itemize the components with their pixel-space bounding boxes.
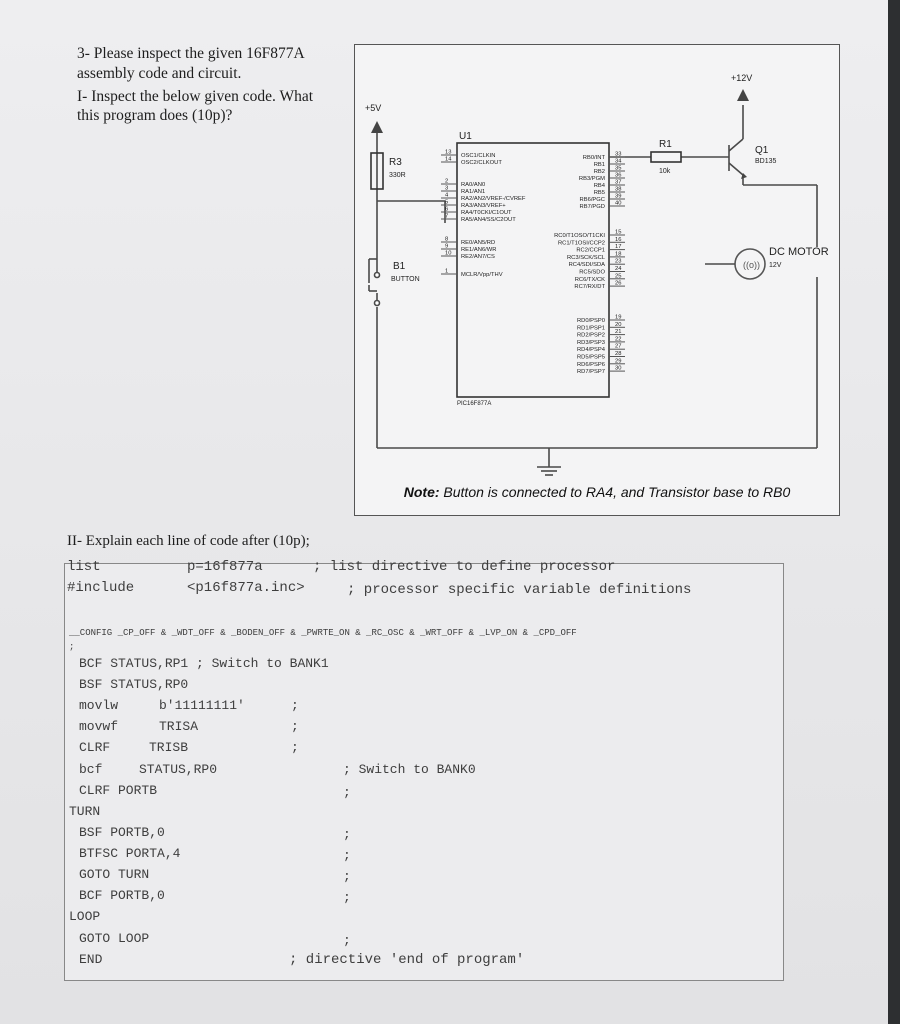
pin-label-portd: RD6/PSP6 xyxy=(576,361,605,368)
pin-label-portd: RD3/PSP3 xyxy=(576,339,605,346)
code-include-comment: ; processor specific variable definitions xyxy=(347,582,692,598)
pin-number-portd: 29 xyxy=(615,358,622,365)
code-line-clrf-trisb-comment: ; xyxy=(291,740,299,755)
pin-label-portc: RC6/TX/CK xyxy=(574,276,605,283)
code-listing xyxy=(64,559,784,981)
r1-name: R1 xyxy=(659,139,672,150)
pin-number-portd: 27 xyxy=(615,343,622,350)
pin-number-portc: 17 xyxy=(615,244,622,251)
pin-number-portb: 39 xyxy=(615,193,622,200)
circuit-diagram xyxy=(354,44,840,516)
pin-label-portc: RC0/T1OSO/T1CKI xyxy=(554,233,605,239)
code-line-bcf-rp1: BCF STATUS,RP1 ; Switch to BANK1 xyxy=(79,656,329,671)
pin-label-portc: RC4/SDI/SDA xyxy=(568,262,605,269)
circuit-note xyxy=(363,484,831,500)
code-line-bsf-portb: BSF PORTB,0 xyxy=(79,825,165,840)
pin-number-left: 8 xyxy=(445,236,449,243)
pin-number-portd: 30 xyxy=(615,365,622,372)
page-edge-shadow xyxy=(888,0,900,1024)
code-line-movwf: movwf xyxy=(79,719,119,734)
circuit-schematic xyxy=(355,45,839,515)
pin-number-left: 3 xyxy=(445,185,449,192)
code-include-arg: <p16f877a.inc> xyxy=(187,580,305,596)
code-line-bsf-portb-comment: ; xyxy=(343,827,351,842)
b1-label: BUTTON xyxy=(391,276,420,283)
note-text: Button is connected to RA4, and Transistor base to RB0 xyxy=(439,484,791,500)
pin-label-portb: RB2 xyxy=(593,169,605,175)
q1-name: Q1 xyxy=(755,145,769,156)
pin-number-left: 10 xyxy=(445,250,452,257)
pin-number-portc: 26 xyxy=(615,280,622,287)
pin-label-portd: RD5/PSP5 xyxy=(576,354,605,361)
code-line-movwf-comment: ; xyxy=(291,719,299,734)
pin-label-left: RA1/AN1 xyxy=(461,189,486,195)
pin-number-portc: 15 xyxy=(615,229,622,236)
motor-symbol-icon: ((o)) xyxy=(743,260,760,270)
code-line-movlw: movlw xyxy=(79,698,119,713)
pin-label-left: RA3/AN3/VREF+ xyxy=(461,203,506,209)
code-config-semicolon: ; xyxy=(69,642,75,652)
code-line-bsf-rp0: BSF STATUS,RP0 xyxy=(79,677,189,692)
pin-number-portb: 36 xyxy=(615,172,622,179)
part1-prompt-line-1: I- Inspect the below given code. What xyxy=(77,88,314,105)
code-line-end: END xyxy=(79,952,103,967)
pin-label-left: RE0/AN5/RD xyxy=(461,240,496,246)
code-line-goto-turn-comment: ; xyxy=(343,869,351,884)
r3-value: 330R xyxy=(389,172,406,179)
pin-number-left: 5 xyxy=(445,199,449,206)
code-line-bcf-rp0: bcf xyxy=(79,762,103,777)
pin-label-portd: RD0/PSP0 xyxy=(576,318,605,324)
pin-label-portc: RC1/T1OSI/CCP2 xyxy=(557,240,605,247)
motor-voltage: 12V xyxy=(769,262,782,269)
code-line-clrf-trisb-arg: TRISB xyxy=(149,740,189,755)
pin-number-portb: 40 xyxy=(615,200,622,207)
pin-label-portb: RB7/PGD xyxy=(579,204,605,210)
pin-label-portd: RD7/PSP7 xyxy=(576,369,605,376)
code-line-goto-turn: GOTO TURN xyxy=(79,867,150,882)
code-line-bcf-portb: BCF PORTB,0 xyxy=(79,888,165,903)
pin-number-portc: 16 xyxy=(615,236,622,243)
pin-label-left: RA0/AN0 xyxy=(461,182,486,188)
pin-label-left: RE2/AN7/CS xyxy=(461,254,495,260)
code-list-arg: p=16f877a xyxy=(187,559,263,575)
pin-label-portd: RD2/PSP2 xyxy=(576,332,605,339)
code-line-bcf-portb-comment: ; xyxy=(343,890,351,905)
pin-label-portb: RB0/INT xyxy=(582,155,605,161)
pin-label-left: MCLR/Vpp/THV xyxy=(461,272,503,278)
pin-label-portc: RC2/CCP1 xyxy=(576,247,605,254)
code-line-clrf-trisb: CLRF xyxy=(79,740,111,755)
pin-label-left: OSC2/CLKOUT xyxy=(461,160,502,166)
pin-number-portd: 20 xyxy=(615,321,622,328)
pin-number-left: 6 xyxy=(445,206,449,213)
pin-number-left: 4 xyxy=(445,192,449,199)
pin-number-portc: 23 xyxy=(615,258,622,265)
r3-name: R3 xyxy=(389,157,402,168)
pin-number-portd: 19 xyxy=(615,314,622,321)
code-line-btfsc: BTFSC PORTA,4 xyxy=(79,846,181,861)
pin-label-left: OSC1/CLKIN xyxy=(461,153,496,159)
pin-number-portd: 21 xyxy=(615,329,622,336)
pin-number-portc: 18 xyxy=(615,251,622,258)
pin-number-portb: 35 xyxy=(615,165,622,172)
r1-value: 10k xyxy=(659,168,671,175)
pin-number-portc: 24 xyxy=(615,266,622,272)
pin-label-left: RA2/AN2/VREF-/CVREF xyxy=(461,196,526,202)
pin-number-left: 7 xyxy=(445,213,449,220)
pin-number-left: 1 xyxy=(445,268,449,275)
question-heading-line-1: 3- Please inspect the given 16F877A xyxy=(77,45,305,62)
pin-label-portb: RB3/PGM xyxy=(578,176,605,182)
code-include-directive: #include xyxy=(67,580,135,596)
pin-label-left: RA4/T0CKI/C1OUT xyxy=(461,210,512,216)
part1-prompt-line-2: this program does (10p)? xyxy=(77,107,233,124)
pin-label-portb: RB1 xyxy=(593,162,605,168)
q1-part: BD135 xyxy=(755,158,777,165)
pin-label-portc: RC5/SDO xyxy=(579,269,605,276)
pin-number-portc: 25 xyxy=(615,273,622,280)
pin-label-portc: RC7/RX/DT xyxy=(574,284,605,291)
pin-number-left: 13 xyxy=(445,149,452,156)
pin-number-portb: 38 xyxy=(615,186,622,193)
motor-name: DC MOTOR xyxy=(769,246,829,258)
pin-number-portb: 33 xyxy=(615,151,622,158)
code-line-movwf-arg: TRISA xyxy=(159,719,199,734)
note-label: Note: xyxy=(403,484,440,500)
code-label-loop: LOOP xyxy=(69,909,101,924)
code-list-directive: list xyxy=(67,559,101,575)
pin-number-portb: 34 xyxy=(615,158,622,165)
question-heading-line-2: assembly code and circuit. xyxy=(77,65,242,82)
pin-label-portb: RB6/PGC xyxy=(579,197,605,203)
vcc12-label: +12V xyxy=(731,73,753,83)
pin-number-portd: 28 xyxy=(615,351,622,357)
vcc5-label: +5V xyxy=(365,103,382,113)
code-line-movlw-arg: b'11111111' xyxy=(159,698,245,713)
part2-prompt: II- Explain each line of code after (10p); xyxy=(67,533,310,549)
code-line-btfsc-comment: ; xyxy=(343,848,351,863)
pin-label-portb: RB5 xyxy=(593,190,605,196)
code-label-turn: TURN xyxy=(69,804,101,819)
pin-label-left: RA5/AN4/SS/C2OUT xyxy=(461,217,516,223)
code-line-goto-loop-comment: ; xyxy=(343,933,351,948)
u1-part: PIC16F877A xyxy=(457,401,492,407)
code-config-line: __CONFIG _CP_OFF & _WDT_OFF & _BODEN_OFF & _PWRTE_ON & _RC_OSC & _WRT_OFF & _LVP_ON & _CPD_OFF xyxy=(69,628,577,638)
code-line-clrf-portb-comment: ; xyxy=(343,785,351,800)
pin-label-portc: RC3/SCK/SCL xyxy=(566,254,605,261)
pin-label-portd: RD1/PSP1 xyxy=(576,325,605,332)
u1-name: U1 xyxy=(459,131,472,142)
pin-number-left: 14 xyxy=(445,156,452,163)
code-line-clrf-portb: CLRF PORTB xyxy=(79,783,158,798)
pin-label-portb: RB4 xyxy=(593,183,605,189)
code-line-end-comment: ; directive 'end of program' xyxy=(289,952,525,968)
code-line-bcf-rp0-arg: STATUS,RP0 xyxy=(139,762,218,777)
pin-label-left: RE1/AN6/WR xyxy=(461,247,497,253)
pin-label-portd: RD4/PSP4 xyxy=(576,347,605,354)
code-list-comment: ; list directive to define processor xyxy=(313,559,616,575)
pin-number-left: 2 xyxy=(445,178,449,185)
pin-number-portd: 22 xyxy=(615,336,622,343)
code-line-movlw-comment: ; xyxy=(291,698,299,713)
b1-name: B1 xyxy=(393,261,406,272)
code-line-bcf-rp0-comment: ; Switch to BANK0 xyxy=(343,762,476,777)
pin-number-left: 9 xyxy=(445,243,449,250)
code-line-goto-loop: GOTO LOOP xyxy=(79,931,150,946)
pin-number-portb: 37 xyxy=(615,179,622,186)
